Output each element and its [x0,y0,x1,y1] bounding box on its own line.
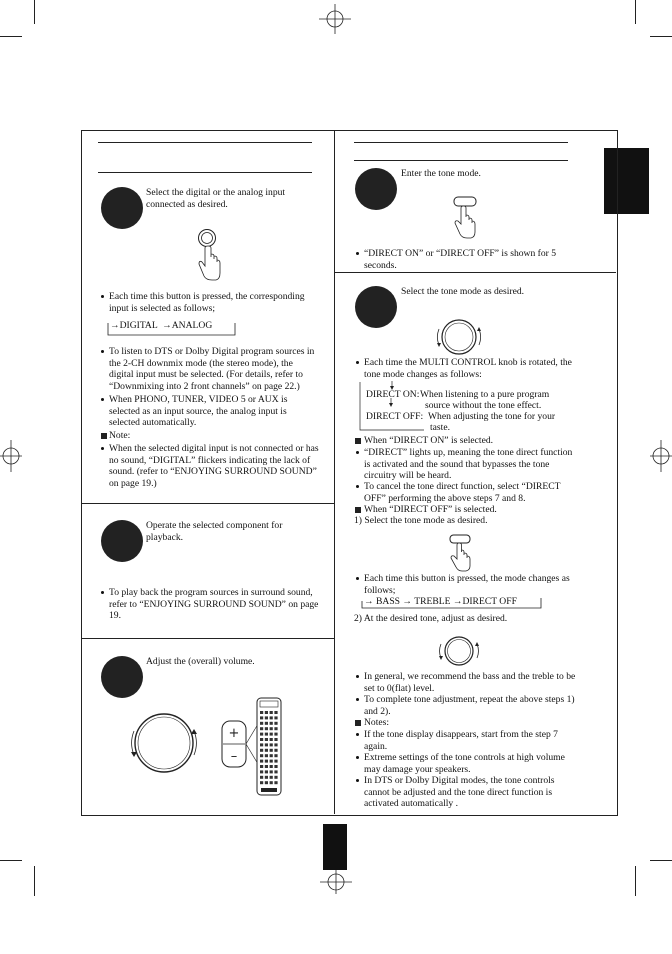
subheading-marker [355,507,361,513]
heading-rule [354,160,568,161]
crop-mark [0,860,22,861]
step-instruction: Operate the selected component for playback. [146,520,283,543]
direct-on-description: source without the tone effect. [425,400,542,411]
note-marker [101,433,107,439]
list-item: To complete tone adjustment, repeat the above steps 1) and 2). [364,694,578,717]
section-divider [335,272,616,273]
step-marker [101,520,143,562]
list-item: In DTS or Dolby Digital modes, the tone controls cannot be adjusted and the tone direct function is activated automatically . [364,775,578,810]
list-item: To cancel the tone direct function, select “DIRECT OFF” performing the above steps 7 and 8. [364,481,578,504]
list-item: To play back the program sources in surround sound, refer to “ENJOYING SURROUND SOUND” on page 19. [109,587,319,622]
list-item: “DIRECT ON” or “DIRECT OFF” is shown for 5 seconds. [364,248,574,271]
section-divider [81,638,335,639]
step-instruction: Select the digital or the analog input connected as desired. [146,187,286,210]
registration-mark-icon [648,436,672,476]
multi-control-knob-icon [434,630,484,672]
subheading: When “DIRECT ON” is selected. [364,435,494,446]
list-item: When PHONO, TUNER, VIDEO 5 or AUX is selected as an input source, the analog input is selected automatically. [109,394,319,429]
heading-rule [98,172,312,173]
tone-button-icon [452,196,478,242]
crop-mark [0,36,22,37]
cycle-return-line [360,597,544,611]
crop-mark [635,0,636,24]
heading-rule [98,142,312,143]
svg-text:–: – [230,749,238,764]
crop-mark [650,36,672,37]
note-marker [355,720,361,726]
subheading-marker [355,438,361,444]
registration-mark-icon [314,870,358,894]
list-item: Each time this button is pressed, the corresponding input is selected as follows; [109,291,319,314]
list-item: “DIRECT” lights up, meaning the tone direct function is activated and the sound that bypasses the tone circuitry will be heard. [364,447,578,482]
notes-label: Notes: [364,717,390,728]
heading-rule [354,142,568,143]
crop-mark [635,866,636,896]
step-marker [101,187,143,229]
subheading: When “DIRECT OFF” is selected. [364,504,497,515]
tone-cycle-diagram: → BASS → TREBLE →DIRECT OFF [364,596,517,607]
list-item: In general, we recommend the bass and the treble to be set to 0(flat) level. [364,671,578,694]
crop-mark [34,866,35,896]
list-item: Each time this button is pressed, the mode changes as follows; [364,573,578,596]
registration-mark-icon [0,436,22,476]
cycle-return-line [106,320,238,338]
remote-control-icon [256,697,282,797]
step-marker [101,656,143,698]
list-item: If the tone display disappears, start from the step 7 again. [364,729,578,752]
tone-mode-loop-diagram [358,380,428,432]
crop-mark [650,860,672,861]
tone-button-icon [448,534,474,574]
sub-step: 2) At the desired tone, adjust as desired. [354,613,508,624]
direct-on-description: When listening to a pure program [420,389,550,400]
list-item: Each time the MULTI CONTROL knob is rotated, the tone mode changes as follows: [364,357,574,380]
step-marker [355,168,397,210]
section-divider [81,503,335,504]
direct-off-label: DIRECT OFF: [366,411,424,422]
direct-off-description: When adjusting the tone for your [428,411,556,422]
step-instruction: Adjust the (overall) volume. [146,656,255,667]
crop-mark [34,0,35,24]
step-marker [355,286,397,328]
note-label: Note: [109,430,131,441]
registration-mark-icon [311,4,359,34]
volume-button-icon [221,720,247,768]
column-divider [334,130,335,814]
step-instruction: Select the tone mode as desired. [401,286,525,297]
list-item: To listen to DTS or Dolby Digital program sources in the 2-CH downmix mode (the stereo mode), the digital input must be selected. (For details, refer to “Downmixing into 2 front channels” on page 22.) [109,346,319,392]
sub-step: 1) Select the tone mode as desired. [354,515,488,526]
list-item: When the selected digital input is not connected or has no sound, “DIGITAL” flickers indicating the lack of sound. (refer to “ENJOYING SURROUND SOUND” on page 19.) [109,443,319,489]
direct-on-label: DIRECT ON: [366,389,420,400]
direct-off-description: taste. [430,422,450,433]
page-number-block [323,824,347,870]
volume-knob-icon [126,705,202,781]
input-button-icon [196,226,226,286]
multi-control-knob-icon [434,312,484,362]
svg-text:+: + [228,726,240,741]
list-item: Extreme settings of the tone controls at high volume may damage your speakers. [364,752,578,775]
step-instruction: Enter the tone mode. [401,168,481,179]
input-cycle-diagram: →DIGITAL →ANALOG [110,320,213,331]
